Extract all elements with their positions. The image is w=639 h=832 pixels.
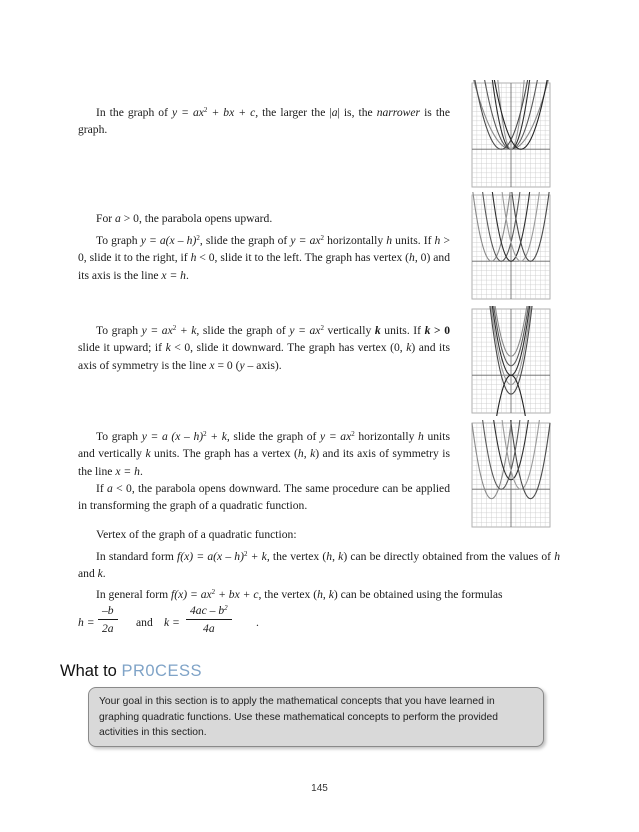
text: the larger the | [258,106,332,119]
text: horizontally [354,430,419,443]
exponent: 2 [224,604,228,612]
exponent: 2 [203,430,207,438]
text: ) can be obtained using the formulas [333,588,503,601]
text: = 0 ( [214,358,240,372]
exponent: 2 [320,324,324,332]
var-k: k [165,341,171,355]
var-k: k [328,588,334,601]
text: < 0, slide it to the left. The graph has vertex ( [196,251,410,265]
text: Vertex of the graph of a quadratic function: [96,528,297,541]
var-k: k [374,324,381,337]
equation: y = ax [171,106,204,119]
var-h: h [190,251,197,265]
text: ) and its axis of symmetry is the line [78,341,451,372]
paragraph-vertical-shift [78,322,450,374]
text: | is, the [337,106,377,119]
text: . [185,268,189,282]
var-h: h [418,430,424,443]
emphasis: narrower [376,106,421,119]
formula-period: . [256,616,259,629]
goal-text: Your goal in this section is to apply the mathematical concepts that you have learned in graphing quadratic functions. Use these mathematical concepts to perform the provided activities in this section. [99,696,498,738]
equation: x = h [161,268,186,282]
var-h: h [554,550,561,563]
section-accent: PR0CESS [121,662,202,680]
exponent: 2 [196,234,200,242]
vertex-formulas [78,604,318,644]
text: In general form [96,588,172,601]
text: , 0) and its axis is the line [78,251,450,282]
var-k: k [97,567,103,581]
text: If [96,482,108,495]
paragraph-horizontal-shift [78,232,450,284]
page-number: 145 [311,783,328,794]
text: vertically [323,324,375,337]
text: the vertex ( [269,550,327,563]
var-h: h [326,550,333,563]
equation: y = ax [290,234,321,247]
paragraph-general-form [78,586,560,603]
graph-svg-horizontal-shift [469,192,553,302]
graph-svg-vertical-shift [469,306,553,416]
text: units and vertically [78,430,451,461]
text: the vertex ( [261,588,318,601]
text: > 0 [430,324,450,337]
h-numerator: –b [98,604,118,620]
paragraph-standard-form [78,548,560,583]
equation: y = ax [289,324,321,337]
k-label: k = [164,616,180,629]
k-numerator-text: 4ac – b [190,604,225,617]
text: slide the graph of [199,324,290,337]
equation: y = a (x – h) [141,430,204,443]
exponent: 2 [203,106,208,114]
var-k: k [338,550,344,563]
text: . [139,464,143,478]
text: – axis). [244,358,282,372]
equation: y = ax [320,430,352,443]
var-k: k [310,447,316,461]
k-denominator: 4a [203,622,215,635]
var-h: h [317,588,323,601]
var-k: k [406,341,412,355]
text: , [322,588,329,601]
paragraph-opens-downward [78,480,450,515]
exponent: 2 [320,234,325,242]
var-y: y [239,358,245,372]
graph-svg-both-shifts [469,420,553,530]
k-numerator [186,604,232,620]
text: , slide the graph of [199,234,291,247]
text: In the graph of [96,106,172,119]
var-h: h [297,447,304,461]
var-x: x [209,358,215,372]
text: slide it upward; if [78,341,166,355]
text: To graph [96,430,142,443]
text: < 0, the parabola opens downward. The same procedure can be applied in transforming the graph of a quadratic function. [78,482,450,513]
graph-both-shifts [469,420,553,530]
text: ) and its axis of symmetry is the line [78,447,450,478]
section-prefix: What to [60,662,122,680]
text: ) can be directly obtained from the values of [343,550,555,563]
graph-vertical-shift [469,306,553,416]
h-label: h = [78,616,95,629]
h-fraction [98,604,118,635]
paragraph-both-shifts [78,428,450,480]
var-k: k [145,447,151,461]
text: . [102,567,106,581]
text: < 0, slide it downward. The graph has vertex (0, [170,341,407,355]
k-fraction [186,604,232,635]
text: To graph [96,324,142,337]
var-k: k [424,324,431,337]
graph-narrower [469,80,553,190]
text: is the graph. [78,106,450,137]
exponent: 2 [211,588,216,596]
h-denominator: 2a [102,622,114,635]
text: , [332,550,339,563]
text: In standard form [96,550,178,563]
equation: + k, [176,324,200,337]
graph-horizontal-shift [469,192,553,302]
paragraph-opens-upward [78,210,450,227]
text: units. The graph has a vertex ( [150,447,298,461]
text: units. If [392,234,435,247]
equation: y = a(x – h) [140,234,197,247]
text: horizontally [324,234,387,247]
var-a: a [115,212,121,225]
exponent: 2 [243,550,248,558]
text: slide the graph of [229,430,321,443]
equation: f(x) = ax [171,588,212,601]
equation: y = ax [141,324,173,337]
text: and [78,567,98,581]
text: > 0, slide it to the right, if [78,234,450,265]
section-title [60,662,202,681]
var-h: h [386,234,393,247]
equation: + bx + c, [207,106,259,119]
text: units. If [380,324,425,337]
equation: + k, [247,550,270,563]
exponent: 2 [351,430,355,438]
equation: + k, [206,430,230,443]
equation: + bx + c, [215,588,262,601]
text: > 0, the parabola opens upward. [120,212,273,225]
graph-svg-narrower [469,80,553,190]
goal-box [88,687,544,747]
and-text: and [136,616,153,629]
var-h: h [434,234,441,247]
exponent: 2 [172,324,177,332]
text: To graph [96,234,141,247]
text: For [96,212,116,225]
equation: x = h [115,464,140,478]
text: , [303,447,311,461]
var-a: a [331,106,338,119]
var-h: h [409,251,415,265]
paragraph-narrower [78,104,450,139]
equation: f(x) = a(x – h) [177,550,244,563]
var-a: a [107,482,113,495]
